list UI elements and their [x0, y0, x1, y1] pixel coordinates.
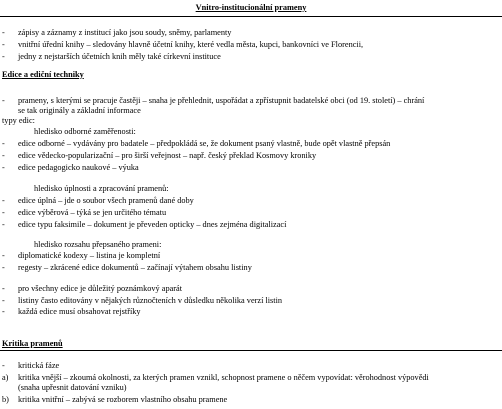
bullet-dash: - [2, 40, 5, 49]
list-item-text: prameny, s kterými se pracuje častěji – snaha je přehlednit, uspořádat a zpřístupnit badatelské obci (od 19. století) – chrání [18, 96, 425, 105]
list-marker: - [2, 361, 5, 370]
list-item-text: edice pedagogicko naukové – výuka [18, 163, 139, 172]
list-item-text: vnitřní úřední knihy – sledovány hlavně účetní knihy, které vedla města, kupci, bankovníci ve Florencii, [18, 40, 364, 49]
list-item-text: kritická fáze [18, 361, 60, 370]
list-item-text: edice výběrová – týká se jen určitého tématu [18, 208, 167, 217]
section-title-edice: Edice a ediční techniky [2, 70, 84, 79]
list-item-text: jedny z nejstarších účetních knih měly také církevní instituce [18, 52, 221, 61]
list-item-text: edice vědecko-popularizační – pro širší veřejnost – např. český překlad Kosmovy kroniky [18, 151, 317, 160]
bullet-dash: - [2, 151, 5, 160]
bullet-dash: - [2, 251, 5, 260]
list-marker: b) [2, 395, 9, 404]
list-item-text: diplomatické kodexy – listina je kompletní [18, 251, 161, 260]
bullet-dash: - [2, 52, 5, 61]
list-marker: a) [2, 373, 9, 382]
bullet-dash: - [2, 296, 5, 305]
bullet-dash: - [2, 196, 5, 205]
list-item-text: kritika vnější – zkoumá okolnosti, za kterých pramen vznikl, schopnost pramene o něčem vypovídat: věrohodnost výpovědi [18, 373, 429, 382]
bullet-dash: - [2, 208, 5, 217]
bullet-dash: - [2, 307, 5, 316]
list-item-text: listiny často editovány v nějakých různočteních v důsledku několika verzí listin [18, 296, 283, 305]
list-item-text-continued: se tak originály a základní informace [18, 106, 141, 115]
list-item-text: kritika vnitřní – zabývá se rozborem vlastního obsahu pramene [18, 395, 228, 404]
list-item-text: regesty – zkrácené edice dokumentů – začínají výtahem obsahu listiny [18, 263, 252, 272]
list-item-text: edice úplná – jde o soubor všech pramenů dané doby [18, 196, 194, 205]
divider [0, 16, 502, 17]
list-item-text-continued: (snaha upřesnit datování vzniku) [18, 383, 127, 392]
list-item-text: každá edice musí obsahovat rejstříky [18, 307, 141, 316]
bullet-dash: - [2, 284, 5, 293]
list-item-text: edice typu faksimile – dokument je převeden opticky – dnes zejména digitalizací [18, 220, 287, 229]
list-item-text: zápisy a záznamy z institucí jako jsou soudy, sněmy, parlamenty [18, 28, 232, 37]
bullet-dash: - [2, 96, 5, 105]
divider [0, 350, 502, 351]
bullet-dash: - [2, 220, 5, 229]
bullet-dash: - [2, 263, 5, 272]
section-title-vnitro: Vnitro-institucionální prameny [195, 3, 307, 12]
group-heading: hledisko rozsahu přepsaného prameni: [34, 240, 162, 249]
list-item-text: pro všechny edice je důležitý poznámkový aparát [18, 284, 183, 293]
bullet-dash: - [2, 139, 5, 148]
section-title-kritika: Kritika pramenů [2, 339, 63, 348]
types-label: typy edic: [2, 116, 35, 125]
group-heading: hledisko úplnosti a zpracování pramenů: [34, 184, 169, 193]
bullet-dash: - [2, 163, 5, 172]
list-item-text: edice odborné – vydávány pro badatele – předpokládá se, že dokument psaný vlastně, bude opět vlastně přepsán [18, 139, 391, 148]
bullet-dash: - [2, 28, 5, 37]
group-heading: hledisko odborné zaměřenosti: [34, 127, 136, 136]
